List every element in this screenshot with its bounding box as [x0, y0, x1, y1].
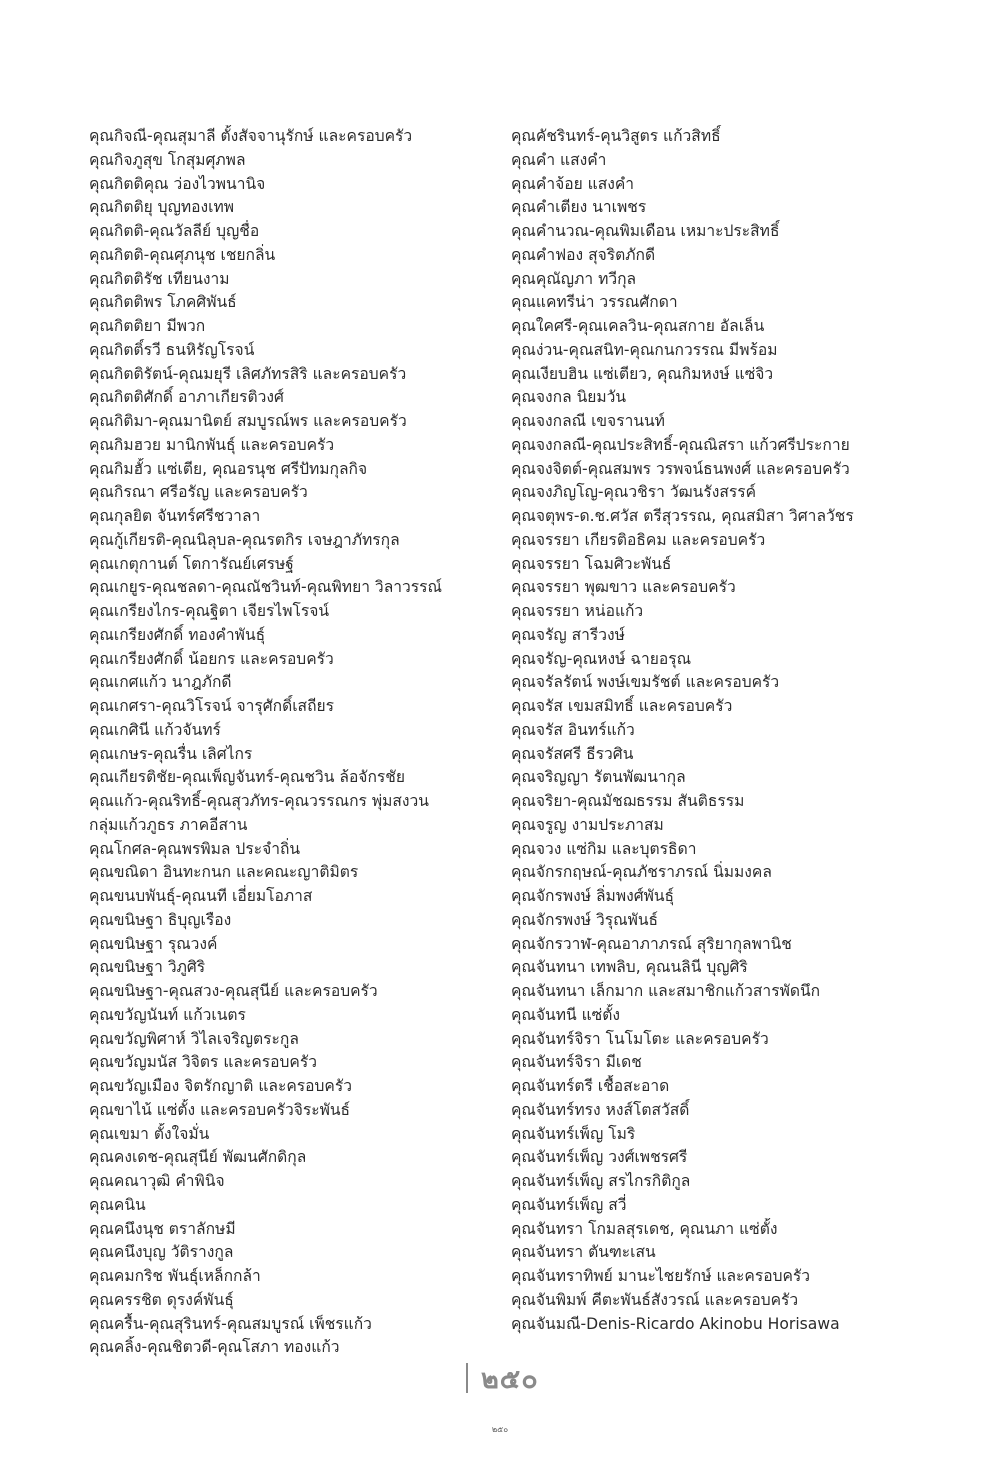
name-entry: คุณเกตุกานต์ โตการัณย์เศรษฐ์	[89, 554, 294, 573]
name-entry: คุณกิตติศักดิ์ อาภาเกียรติวงศ์	[89, 388, 284, 407]
name-entry: คุณขวัญพิศาห์ วิไลเจริญตระกูล	[89, 1029, 299, 1048]
name-entry: คุณขนบพันธุ์-คุณนที เอี่ยมโอภาส	[89, 887, 313, 905]
name-entry: คุณจันทร์เพ็ญ สวี่	[511, 1195, 627, 1214]
name-entry: คุณเกยูร-คุณชลดา-คุณณัชวินท์-คุณพิทยา วิลาวรรณ์	[89, 578, 442, 597]
name-entry: คุณจักรกฤษณ์-คุณภัชราภรณ์ นิ่มมงคล	[511, 863, 772, 882]
name-entry: คุณเกียรติชัย-คุณเพ็ญจันทร์-คุณชวิน ล้อจักรชัย	[89, 768, 405, 787]
name-entry: คุณเกษร-คุณรื่น เลิศไกร	[89, 744, 253, 763]
name-entry: คุณจันทราทิพย์ มานะไชยรักษ์ และครอบครัว	[511, 1267, 811, 1285]
name-entry: คุณจรัส อินทร์แก้ว	[511, 720, 635, 739]
name-entry: คุณกิจณี-คุณสุมาลี ตั้งสัจจานุรักษ์ และครอบครัว	[89, 127, 413, 145]
name-entry: คุณขณิดา อินทะกนก และคณะญาติมิตร	[89, 863, 359, 882]
name-entry: คุณแคทรีน่า วรรณศักดา	[511, 293, 678, 312]
name-entry: คุณขนิษฐา วิภูศิริ	[89, 958, 206, 977]
name-entry: คุณคำเตียง นาเพชร	[511, 198, 647, 217]
name-entry: คุณกิตติ-คุณวัลลีย์ บุญชื่อ	[89, 222, 260, 240]
name-entry: คุณกิติมา-คุณมานิตย์ สมบูรณ์พร และครอบครัว	[89, 412, 407, 430]
name-entry: คุณจงจิตต์-คุณสมพร วรพจน์ธนพงศ์ และครอบครัว	[511, 459, 850, 478]
name-entry: คุณกิตติคุณ ว่องไวพนานิจ	[89, 174, 266, 193]
name-entry: คุณจันทร์เพ็ญ โมริ	[511, 1124, 636, 1143]
name-entry: คุณคลิ้ง-คุณชิตวดี-คุณโสภา ทองแก้ว	[89, 1338, 340, 1357]
name-entry: คุณจันทนี แซ่ตั้ง	[511, 1005, 620, 1024]
name-entry: คุณเกศินี แก้วจันทร์	[89, 720, 221, 739]
name-entry: คุณจงกล นิยมวัน	[511, 388, 627, 407]
name-entry: คุณเกรียงศักดิ์ ทองคำพันธุ์	[89, 625, 266, 644]
name-entry: คุณคำ แสงคำ	[511, 150, 607, 169]
name-entry: คุณครื้น-คุณสุรินทร์-คุณสมบูรณ์ เพ็ชรแก้ว	[89, 1314, 372, 1333]
name-entry: คุณง่วน-คุณสนิท-คุณกนกวรรณ มีพร้อม	[511, 340, 778, 359]
name-entry: คุณคมกริช พันธุ์เหล็กกล้า	[89, 1267, 261, 1285]
name-entry: คุณกิตติพร โภคศิพันธ์	[89, 293, 237, 312]
name-entry: คุณกุลยิต จันทร์ศรีชวาลา	[89, 507, 261, 525]
name-entry: คุณคำฟอง สุจริตภักดี	[511, 245, 656, 264]
name-entry: คุณคำจ้อย แสงคำ	[511, 174, 635, 193]
name-entry: คุณใคศรี-คุณเคลวิน-คุณสกาย อัลเล็น	[511, 317, 765, 335]
name-entry: คุณเกศแก้ว นาฎภักดี	[89, 673, 232, 692]
name-entry: คุณจรัญ สารีวงษ์	[511, 625, 625, 644]
page-number-divider	[466, 1363, 468, 1393]
name-entry: คุณครรชิต ดุรงค์พันธุ์	[89, 1290, 234, 1309]
name-entry: คุณจรูญ งามประภาสม	[511, 815, 664, 834]
name-entry: คุณคำนวณ-คุณพิมเดือน เหมาะประสิทธิ์	[511, 222, 780, 240]
name-entry: คุณจวง แซ่กิม และบุตรธิดา	[511, 839, 697, 858]
name-entry: คุณจันทร์เพ็ญ สรไกรกิติกูล	[511, 1172, 691, 1190]
name-entry: คุณจันพิมพ์ คีตะพันธ์สังวรณ์ และครอบครัว	[511, 1290, 799, 1309]
name-entry: คุณเกรียงไกร-คุณฐิตา เจียรไพโรจน์	[89, 602, 330, 620]
name-entry: คุณเกรียงศักดิ์ น้อยกร และครอบครัว	[89, 649, 334, 668]
footer-page-number: ๒๕๐	[491, 1425, 509, 1434]
name-entry: คุณจรัส เขมสมิทธิ์ และครอบครัว	[511, 697, 733, 715]
name-entry: คุณโกศล-คุณพรพิมล ประจำถิ่น	[89, 839, 301, 858]
name-entry: คุณจงกลณี เขจรานนท์	[511, 412, 665, 430]
name-entry: คุณจักรวาฬ-คุณอาภาภรณ์ สุริยากุลพานิช	[511, 934, 792, 953]
name-entry: คุณคนิน	[89, 1195, 146, 1214]
name-entry: คุณจรัลรัตน์ พงษ์เขมรัชต์ และครอบครัว	[511, 673, 780, 692]
name-entry: คุณจันทนา เล็กมาก และสมาชิกแก้วสารพัดนึก	[511, 982, 821, 1000]
name-entry: คุณกิตติ-คุณศุภนุช เชยกลิ่น	[89, 245, 276, 264]
name-entry: คุณคงเดช-คุณสุนีย์ พัฒนศักดิกุล	[89, 1148, 307, 1167]
page-number-text: ๒๕๐	[481, 1363, 539, 1395]
name-entry: คุณกิตติยา มีพวก	[89, 317, 206, 335]
name-entry: คุณจงภิญโญ-คุณวชิรา วัฒนรังสรรค์	[511, 483, 757, 502]
name-entry: คุณขวัญมนัส วิจิตร และครอบครัว	[89, 1053, 317, 1072]
name-entry: คุณกิตติ์รวี ธนหิรัญโรจน์	[89, 340, 255, 359]
name-entry: คุณคุณัญภา ทวีกุล	[511, 269, 637, 288]
name-entry: คุณกิมฮั้ว แซ่เตีย, คุณอรนุช ศรีปัทมกุลกิจ	[89, 459, 368, 478]
name-entry: คุณจรัสศรี ธีรวศิน	[511, 744, 634, 763]
name-entry: คุณขวัญเมือง จิตรักญาติ และครอบครัว	[89, 1077, 352, 1095]
name-entry: คุณกิตติรัตน์-คุณมยุรี เลิศภัทรสิริ และครอบครัว	[89, 364, 407, 383]
name-entry: คุณกิตติยุ บุญทองเทพ	[89, 198, 235, 217]
name-entry: คุณจตุพร-ด.ช.ศวัส ตรีสุวรรณ, คุณสมิสา วิศาลวัชร	[511, 507, 854, 525]
name-entry: คุณคณาวุฒิ คำพินิจ	[89, 1172, 225, 1190]
name-entry: คุณจรรยา โฉมศิวะพันธ์	[511, 554, 672, 573]
name-entry: คุณจันทร์ทรง หงส์โตสวัสดิ์	[511, 1100, 690, 1119]
name-entry: คุณจันทร์ตรี เชื้อสะอาด	[511, 1077, 670, 1095]
name-entry: คุณจริยา-คุณมัชฌธรรม สันติธรรม	[511, 792, 745, 810]
name-entry: กลุ่มแก้วภูธร ภาคอีสาน	[89, 815, 248, 834]
name-entry: คุณจันทนา เทพลิบ, คุณนลินี บุญศิริ	[511, 958, 748, 977]
name-entry: คุณจรรยา เกียรติอธิคม และครอบครัว	[511, 530, 766, 549]
name-entry: คุณจรรยา พุฒขาว และครอบครัว	[511, 578, 736, 597]
name-entry: คุณเกศรา-คุณวิโรจน์ จารุศักดิ์เสถียร	[89, 697, 335, 715]
name-entry: คุณคัชรินทร์-คุนวิสูตร แก้วสิทธิ์	[511, 127, 721, 145]
name-entry: คุณขนิษฐา รุณวงค์	[89, 934, 218, 953]
name-entry: คุณแก้ว-คุณริทธิ์-คุณสุวภัทร-คุณวรรณกร พุ่มสงวน	[89, 792, 429, 810]
name-entry: คุณจันมณี-Denis-Ricardo Akinobu Horisawa	[511, 1314, 840, 1333]
name-entry: คุณขนิษฐา-คุณสวง-คุณสุนีย์ และครอบครัว	[89, 982, 378, 1000]
name-list-left	[89, 125, 499, 1360]
name-entry: คุณคนึงนุช ตราลักษมี	[89, 1219, 236, 1238]
name-entry: คุณเขมา ตั้งใจมั่น	[89, 1124, 210, 1143]
name-entry: คุณกิตติรัช เทียนงาม	[89, 269, 230, 288]
name-entry: คุณกิจภูสุข โกสุมศุภพล	[89, 150, 246, 169]
name-list-right	[511, 125, 951, 1336]
name-entry: คุณจงกลณี-คุณประสิทธิ์-คุณณิสรา แก้วศรีประกาย	[511, 435, 850, 454]
name-entry: คุณจักรพงษ์ ลิ่มพงศ์พันธุ์	[511, 887, 675, 905]
name-entry: คุณขาไน้ แซ่ตั้ง และครอบครัวจิระพันธ์	[89, 1100, 351, 1119]
page-number	[466, 1362, 539, 1394]
name-entry: คุณกิรณา ศรีอรัญ และครอบครัว	[89, 483, 308, 502]
name-entry: คุณคนึงบุญ วัติรางกูล	[89, 1243, 234, 1262]
name-entry: คุณขวัญนันท์ แก้วเนตร	[89, 1005, 246, 1024]
name-entry: คุณจรัญ-คุณหงษ์ ฉายอรุณ	[511, 649, 692, 668]
name-entry: คุณจันทรา ตันฑะเสน	[511, 1243, 656, 1262]
name-entry: คุณจันทร์เพ็ญ วงศ์เพชรศรี	[511, 1148, 688, 1167]
name-entry: คุณเงียบฮิน แซ่เตียว, คุณกิมหงษ์ แซ่จิว	[511, 364, 774, 383]
name-entry: คุณขนิษฐา ธิบุญเรือง	[89, 910, 232, 929]
name-entry: คุณกิมฮวย มานิกพันธุ์ และครอบครัว	[89, 435, 335, 454]
name-entry: คุณจันทร์จิรา โนโมโตะ และครอบครัว	[511, 1029, 769, 1048]
name-entry: คุณจริญญา รัตนพัฒนากุล	[511, 768, 686, 787]
name-entry: คุณจักรพงษ์ วิรุณพันธ์	[511, 910, 659, 929]
name-entry: คุณกู้เกียรติ-คุณนิลุบล-คุณรตกิร เจษฎาภัทรกุล	[89, 530, 400, 549]
name-entry: คุณจรรยา หน่อแก้ว	[511, 602, 644, 620]
name-entry: คุณจันทร์จิรา มีเดช	[511, 1053, 642, 1072]
name-entry: คุณจันทรา โกมลสุรเดช, คุณนภา แซ่ตั้ง	[511, 1219, 778, 1238]
